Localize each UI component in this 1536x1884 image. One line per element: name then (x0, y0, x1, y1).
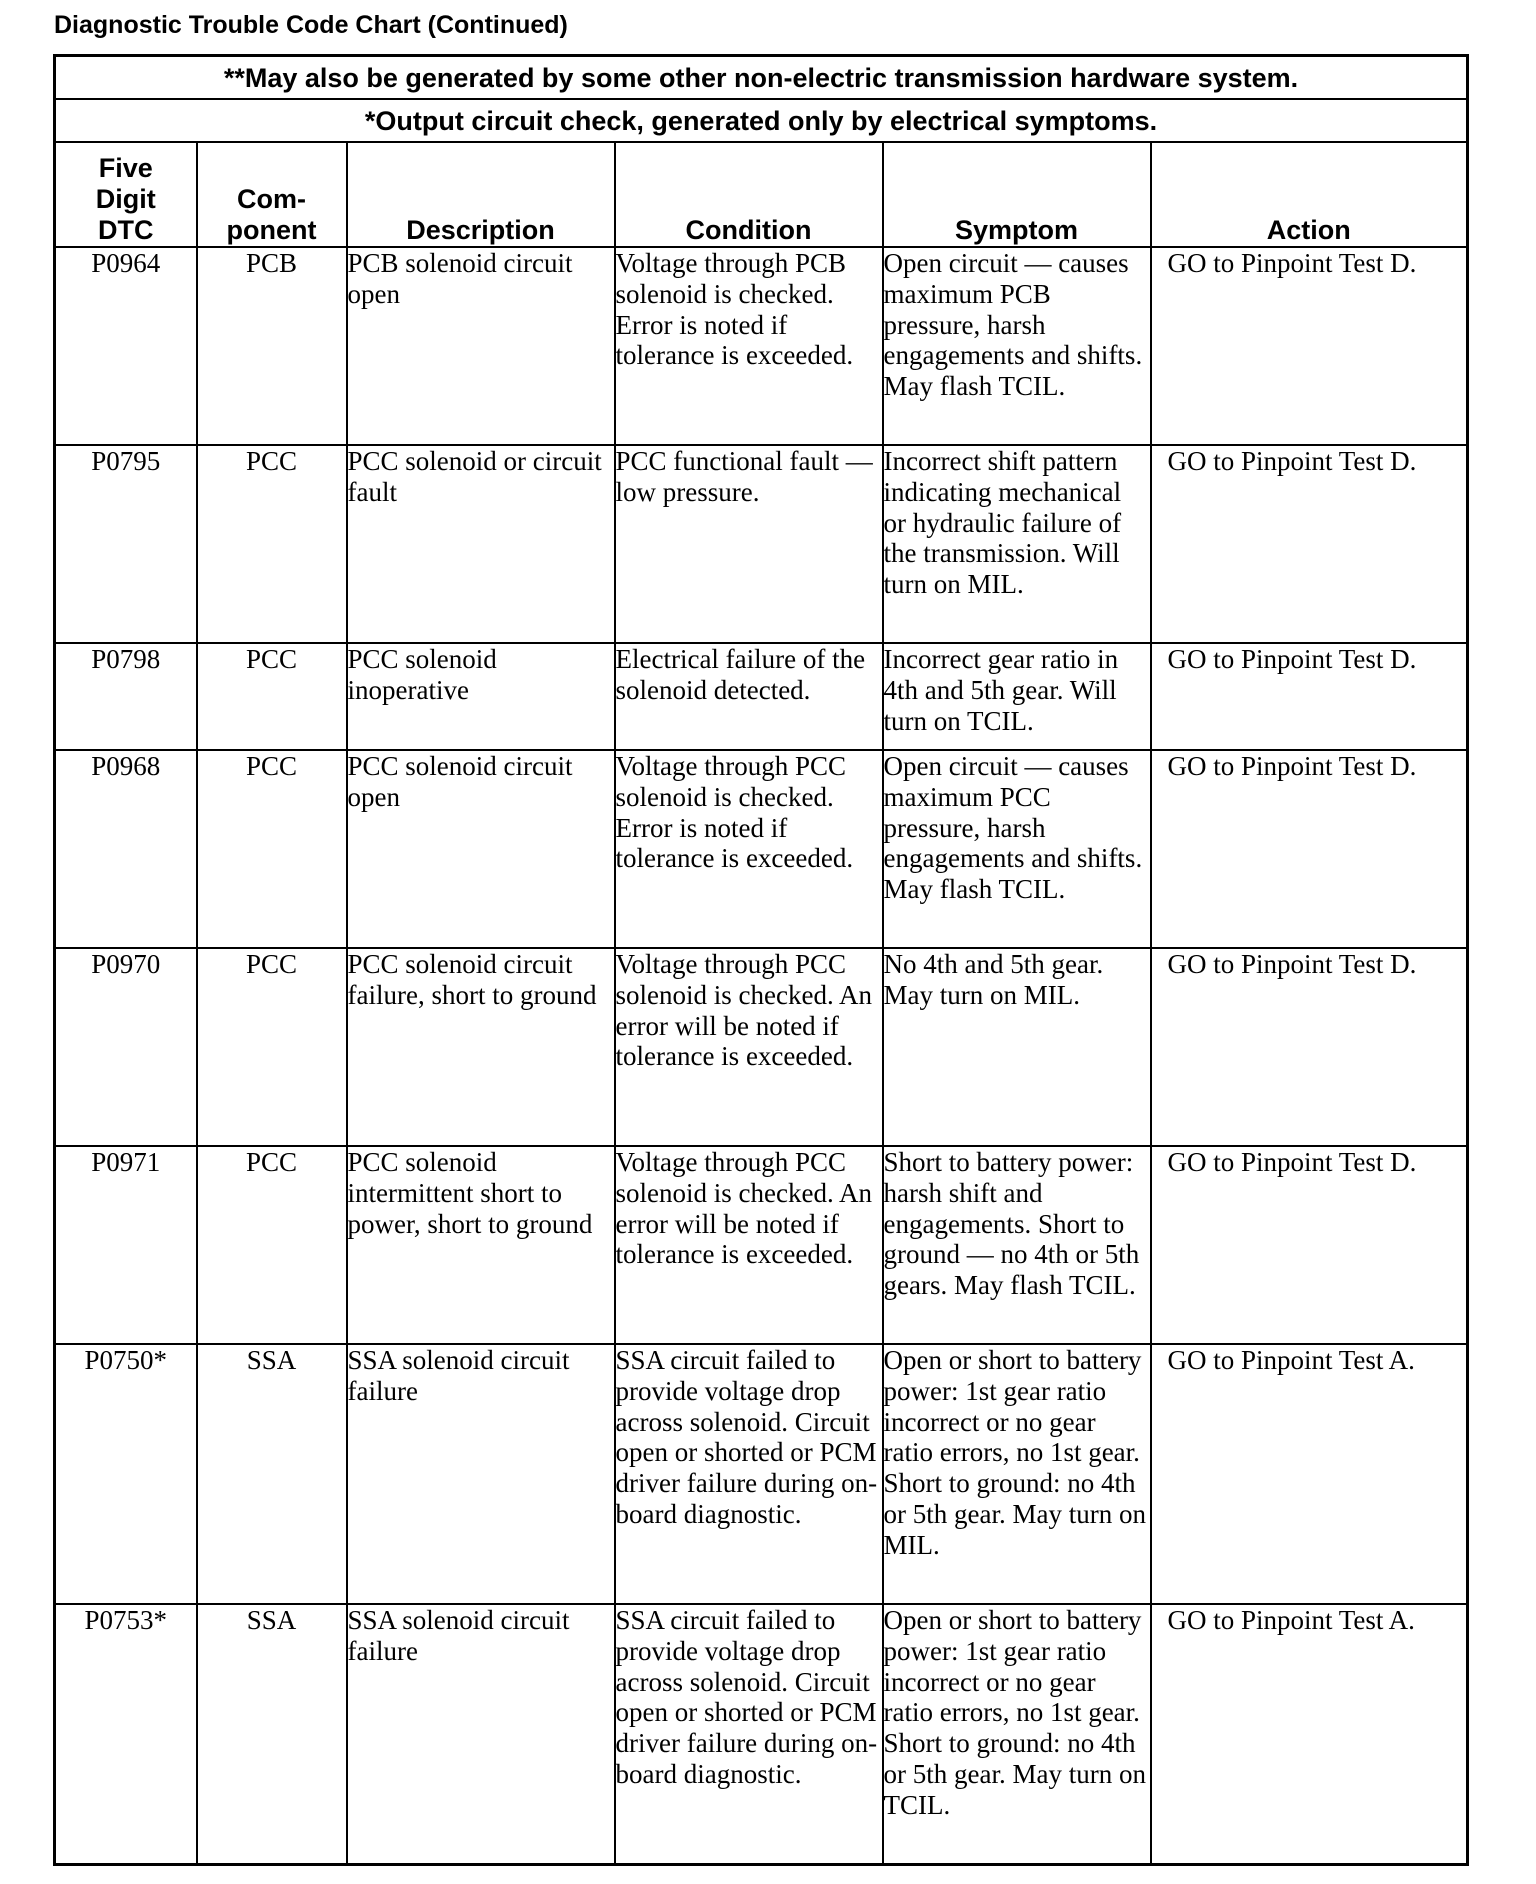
action: GO to Pinpoint Test D. (1151, 643, 1468, 750)
description: PCC solenoid circuit failure, short to ground (347, 948, 615, 1146)
page-title: Diagnostic Trouble Code Chart (Continued) (54, 11, 568, 39)
header-symptom: Symptom (883, 142, 1151, 247)
symptom: Incorrect gear ratio in 4th and 5th gear. Will turn on TCIL. (883, 643, 1151, 750)
description: PCC solenoid inoperative (347, 643, 615, 750)
table-row (55, 948, 1468, 1146)
description: PCC solenoid circuit open (347, 750, 615, 948)
header-action: Action (1151, 142, 1468, 247)
condition: Voltage through PCB solenoid is checked. Error is noted if tolerance is exceeded. (615, 247, 883, 445)
header-dtc: Five Digit DTC (55, 142, 197, 247)
table-row (55, 445, 1468, 643)
action: GO to Pinpoint Test D. (1151, 247, 1468, 445)
action: GO to Pinpoint Test D. (1151, 948, 1468, 1146)
condition: Electrical failure of the solenoid detected. (615, 643, 883, 750)
action: GO to Pinpoint Test D. (1151, 1146, 1468, 1344)
dtc-code: P0753* (55, 1604, 197, 1864)
table-header-row (55, 142, 1468, 247)
symptom: Open circuit — causes maximum PCB pressure, harsh engagements and shifts. May flash TCIL. (883, 247, 1151, 445)
component: PCC (197, 948, 347, 1146)
action: GO to Pinpoint Test A. (1151, 1344, 1468, 1604)
table-row (55, 247, 1468, 445)
component: PCC (197, 445, 347, 643)
symptom: Open or short to battery power: 1st gear ratio incorrect or no gear ratio errors, no 1st gear. Short to ground: no 4th or 5th gear. May turn on TCIL. (883, 1604, 1151, 1864)
note-hardware-system: **May also be generated by some other non-electric transmission hardware system. (55, 56, 1468, 100)
symptom: No 4th and 5th gear. May turn on MIL. (883, 948, 1151, 1146)
component: PCB (197, 247, 347, 445)
component: SSA (197, 1604, 347, 1864)
table-row (55, 1146, 1468, 1344)
note-row-hardware (55, 56, 1468, 100)
note-row-output-circuit (55, 99, 1468, 142)
component: SSA (197, 1344, 347, 1604)
action: GO to Pinpoint Test D. (1151, 445, 1468, 643)
dtc-chart-table (53, 54, 1469, 1866)
dtc-code: P0750* (55, 1344, 197, 1604)
symptom: Short to battery power: harsh shift and engagements. Short to ground — no 4th or 5th gears. May flash TCIL. (883, 1146, 1151, 1344)
description: PCC solenoid intermittent short to power, short to ground (347, 1146, 615, 1344)
condition: Voltage through PCC solenoid is checked. An error will be noted if tolerance is exceeded. (615, 1146, 883, 1344)
dtc-code: P0795 (55, 445, 197, 643)
condition: PCC functional fault — low pressure. (615, 445, 883, 643)
component: PCC (197, 750, 347, 948)
condition: Voltage through PCC solenoid is checked. An error will be noted if tolerance is exceeded. (615, 948, 883, 1146)
header-condition: Condition (615, 142, 883, 247)
action: GO to Pinpoint Test D. (1151, 750, 1468, 948)
symptom: Incorrect shift pattern indicating mechanical or hydraulic failure of the transmission. Will turn on MIL. (883, 445, 1151, 643)
condition: SSA circuit failed to provide voltage drop across solenoid. Circuit open or shorted or PCM driver failure during on-board diagnostic. (615, 1344, 883, 1604)
table-row (55, 1344, 1468, 1604)
component: PCC (197, 643, 347, 750)
component: PCC (197, 1146, 347, 1344)
description: SSA solenoid circuit failure (347, 1604, 615, 1864)
table-row (55, 1604, 1468, 1864)
symptom: Open circuit — causes maximum PCC pressure, harsh engagements and shifts. May flash TCIL. (883, 750, 1151, 948)
header-component: Com- ponent (197, 142, 347, 247)
dtc-code: P0964 (55, 247, 197, 445)
symptom: Open or short to battery power: 1st gear ratio incorrect or no gear ratio errors, no 1st gear. Short to ground: no 4th or 5th gear. May turn on MIL. (883, 1344, 1151, 1604)
dtc-code: P0971 (55, 1146, 197, 1344)
description: PCC solenoid or circuit fault (347, 445, 615, 643)
dtc-code: P0970 (55, 948, 197, 1146)
table-row (55, 750, 1468, 948)
action: GO to Pinpoint Test A. (1151, 1604, 1468, 1864)
description: PCB solenoid circuit open (347, 247, 615, 445)
note-output-circuit: *Output circuit check, generated only by electrical symptoms. (55, 99, 1468, 142)
condition: Voltage through PCC solenoid is checked. Error is noted if tolerance is exceeded. (615, 750, 883, 948)
condition: SSA circuit failed to provide voltage drop across solenoid. Circuit open or shorted or PCM driver failure during on-board diagnostic. (615, 1604, 883, 1864)
dtc-code: P0968 (55, 750, 197, 948)
table-row (55, 643, 1468, 750)
header-description: Description (347, 142, 615, 247)
description: SSA solenoid circuit failure (347, 1344, 615, 1604)
dtc-code: P0798 (55, 643, 197, 750)
